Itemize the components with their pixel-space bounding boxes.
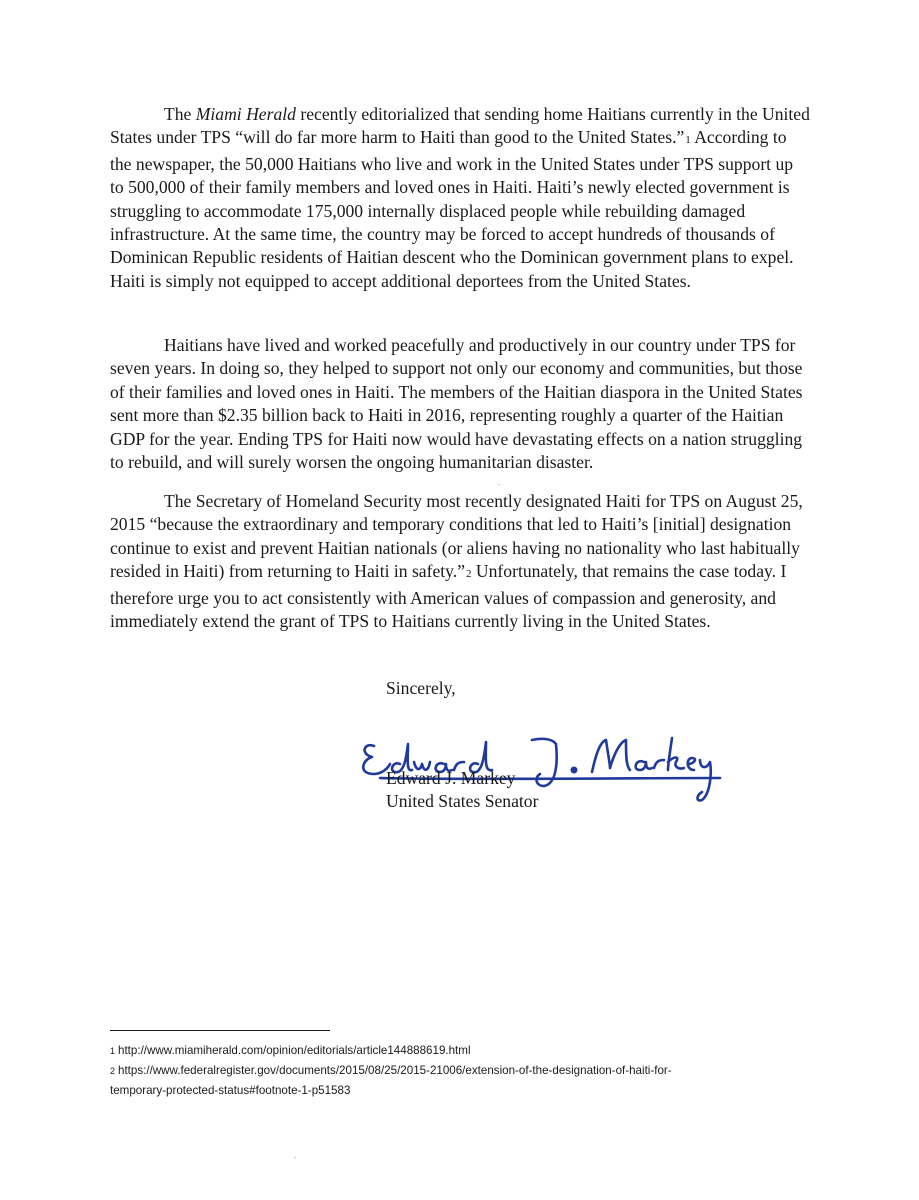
paragraph3-lead: The Secretary of Homeland Security most recently designated Haiti for TPS on August 25, 2015 “because the extraordinary and temporary conditions that led to Haiti’s [initial] designation continue to exist and prevent Haitian nationals (or aliens having no nationality who last habitually resided in Haiti) from returning to Haiti in safety.” <box>110 491 803 582</box>
paragraph1-lead: The <box>164 104 196 124</box>
footnote-2-url: https://www.federalregister.gov/documents/2015/08/25/2015-21006/extension-of-the-designation-of-haiti-for- <box>118 1064 672 1077</box>
paragraph-secretary-designation <box>110 490 810 633</box>
paragraph1-quote: recently editorialized that sending home Haitians currently in the United States under TPS “will do far more harm to Haiti than good to the United States.” <box>110 104 810 148</box>
footnote-2-continued <box>110 1081 820 1100</box>
signer-title: United States Senator <box>386 791 539 811</box>
newspaper-name: Miami Herald <box>195 104 296 124</box>
paragraph-miami-herald <box>110 103 810 293</box>
footnote-1-url: http://www.miamiherald.com/opinion/editorials/article144888619.html <box>118 1044 471 1057</box>
scan-speck <box>498 484 500 485</box>
footnote-2-url-continued: temporary-protected-status#footnote-1-p51583 <box>110 1084 351 1097</box>
footnote-2 <box>110 1061 820 1081</box>
footnotes <box>110 1041 820 1100</box>
paragraph1-rest: According to the newspaper, the 50,000 Haitians who live and work in the United States under TPS support up to 500,000 of their family members and loved ones in Haiti. Haiti’s newly elected government is struggling to accommodate 175,000 internally displaced people while rebuilding damaged infrastructure. At the same time, the country may be forced to accept hundreds of thousands of Dominican Republic residents of Haitian descent who the Dominican government plans to expel. Haiti is simply not equipped to accept additional deportees from the United States. <box>110 127 794 291</box>
signer-name: Edward J. Markey <box>386 768 516 788</box>
footnote-divider <box>110 1030 330 1031</box>
footnote-marker-2: 2 <box>466 568 472 581</box>
paragraph-haitians-tps: Haitians have lived and worked peacefully and productively in our country under TPS for seven years. In doing so, they helped to support not only our economy and communities, but those of their families and loved ones in Haiti. The members of the Haitian diaspora in the United States sent more than $2.35 billion back to Haiti in 2016, representing roughly a quarter of the Haitian GDP for the year. Ending TPS for Haiti now would have devastating effects on a nation struggling to rebuild, and will surely worsen the ongoing humanitarian disaster. <box>110 335 803 473</box>
closing-salutation: Sincerely, <box>386 678 456 698</box>
paragraph3-rest: Unfortunately, that remains the case today. I therefore urge you to act consistently with American values of compassion and generosity, and immediately extend the grant of TPS to Haitians currently living in the United States. <box>110 561 787 632</box>
footnote-marker-1: 1 <box>685 134 691 147</box>
footnote-1-number: 1 <box>110 1046 116 1056</box>
footnote-1 <box>110 1041 820 1061</box>
footnote-2-number: 2 <box>110 1066 116 1076</box>
scan-speck <box>294 1157 296 1158</box>
